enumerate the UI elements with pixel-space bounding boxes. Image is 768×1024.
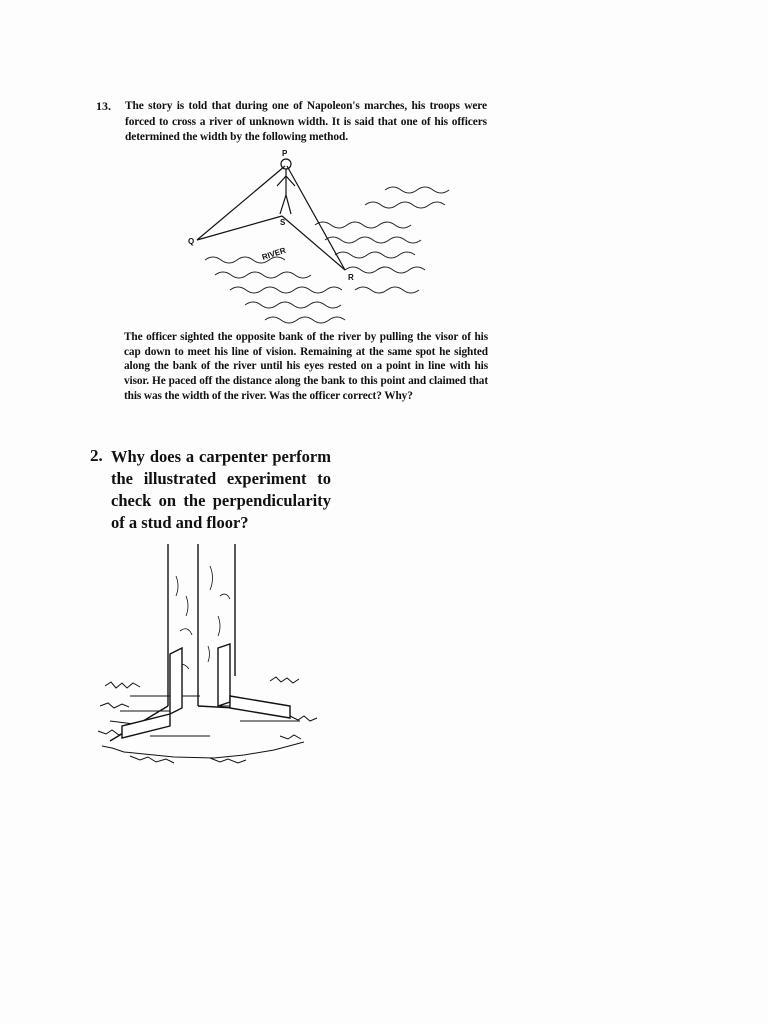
label-r: R (348, 273, 354, 282)
problem-13-caption: The officer sighted the opposite bank of the river by pulling the visor of his cap down to meet his line of vision. Remaining at the same spot he sighted along the bank of the river until his eyes rested on a point in line with his visor. He paced off the distance along the bank to this point and claimed that this was the width of the river. Was the officer correct? Why? (124, 331, 488, 402)
carpenter-square-figure (90, 536, 330, 782)
label-q: Q (188, 237, 195, 246)
napoleon-river-figure (185, 150, 455, 330)
label-p: P (282, 150, 288, 158)
label-s: S (280, 218, 286, 227)
problem-13-number: 13. (96, 99, 111, 113)
right-carpenter-square (218, 644, 290, 718)
label-river: RIVER (260, 245, 287, 262)
problem-2-text: Why does a carpenter perform the illustrated experiment to check on the perpendicularity of a stud and floor? (111, 447, 331, 532)
problem-2-number: 2. (90, 446, 103, 465)
floor-texture (98, 677, 317, 763)
problem-13-text: The story is told that during one of Napoleon's marches, his troops were forced to cross a river of unknown width. It is said that one of his officers determined the width by the following method. (125, 100, 487, 144)
officer-figure (277, 159, 295, 214)
left-carpenter-square (122, 648, 182, 738)
